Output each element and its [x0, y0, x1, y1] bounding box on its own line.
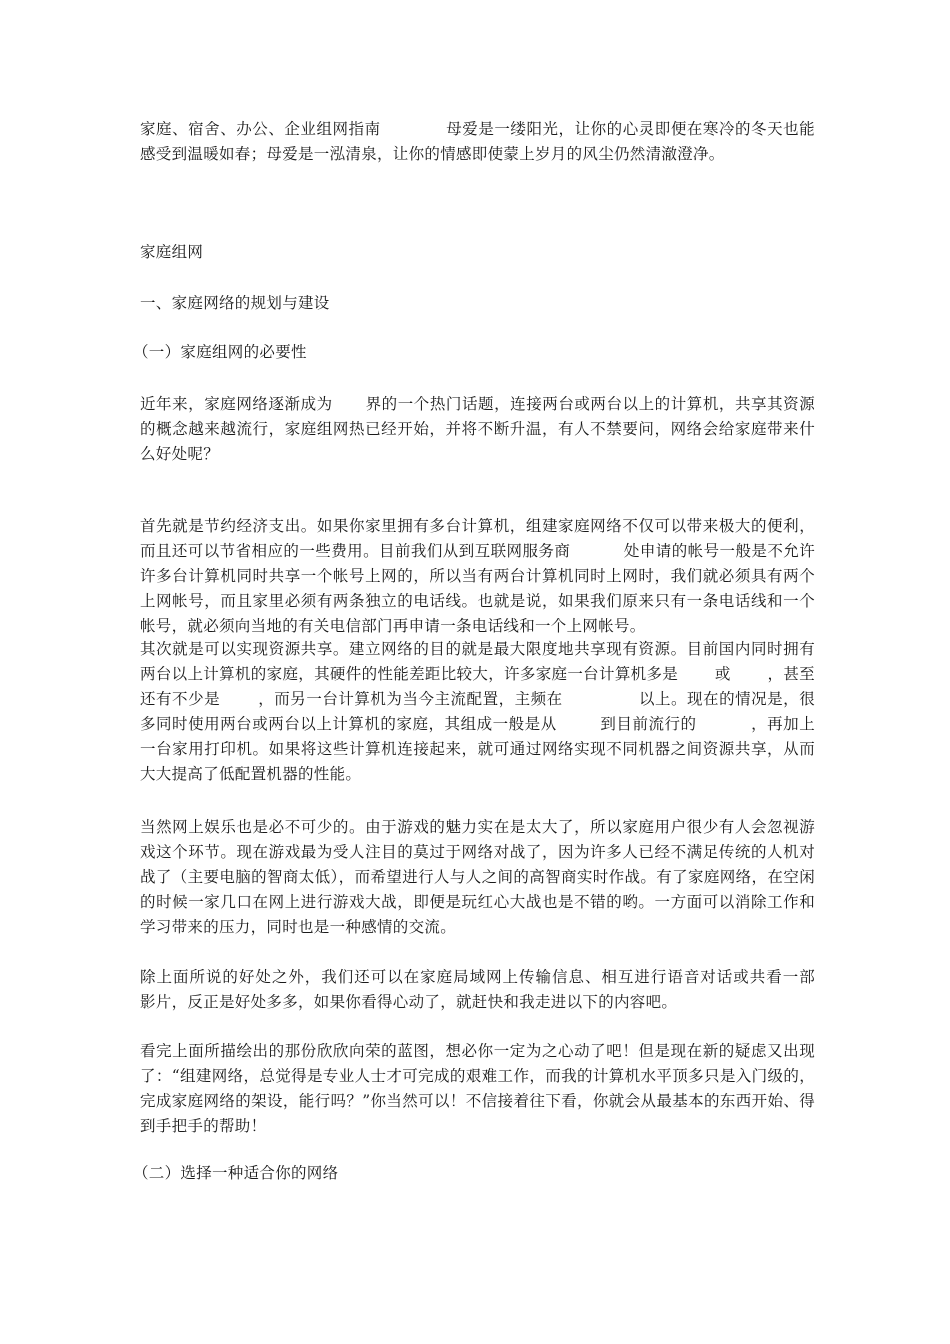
paragraph-entertainment: 当然网上娱乐也是必不可少的。由于游戏的魅力实在是太大了，所以家庭用户很少有人会忽视游戏这个环节。现在游戏最为受人注目的莫过于网络对战了，因为许多人已经不满足传统的人机对战了（主要电脑的智商太低），而希望进行人与人之间的高智商实时作战。有了家庭网络，在空闲的时候一家几口在网上进行游戏大战，即便是玩红心大战也是不错的哟。一方面可以消除工作和学习带来的压力，同时也是一种感情的交流。	[140, 818, 815, 936]
paragraph-other-benefits: 除上面所说的好处之外，我们还可以在家庭局域网上传输信息、相互进行语音对话或共看一部 影片，反正是好处多多，如果你看得心动了，就赶快和我走进以下的内容吧。	[140, 968, 857, 1011]
subsection-heading-necessity: （一）家庭组网的必要性	[133, 343, 307, 361]
chapter-title: 一、家庭网络的规划与建设	[140, 294, 330, 312]
paragraph-resource-sharing: 其次就是可以实现资源共享。建立网络的目的就是最大限度地共享现有资源。目前国内同时拥有两台以上计算机的家庭，其硬件的性能差距比较大，许多家庭一台计算机多是 或 ，甚至还有不少是 ，而另一台计算机为当今主流配置，主频在 以上。现在的情况是，很多同时使用两台或两台以上计算机的家庭，其组成一般是从 到目前流行的 ，再加上一台家用打印机。如果将这些计算机连接起来，就可通过网络实现不同机器之间资源共享，从而大大提高了低配置机器的性能。	[140, 640, 815, 783]
intro-paragraph: 家庭、宿舍、办公、企业组网指南 母爱是一缕阳光，让你的心灵即便在寒冷的冬天也能感受到温暖如春；母爱是一泓清泉，让你的情感即使蒙上岁月的风尘仍然清澈澄净。	[140, 120, 815, 163]
paragraph-save-cost: 首先就是节约经济支出。如果你家里拥有多台计算机，组建家庭网络不仅可以带来极大的便利，而且还可以节省相应的一些费用。目前我们从到互联网服务商 处申请的帐号一般是不允许许多台计算机同时共享一个帐号上网的，所以当有两台计算机同时上网时，我们就必须具有两个上网帐号，而且家里必须有两条独立的电话线。也就是说，如果我们原来只有一条电话线和一个帐号，就必须向当地的有关电信部门再申请一条电话线和一个上网帐号。	[140, 517, 815, 635]
subsection-heading-choose-network: （二）选择一种适合你的网络	[133, 1164, 339, 1182]
paragraph-intro-home-network: 近年来，家庭网络逐渐成为 界的一个热门话题，连接两台或两台以上的计算机，共享其资源的概念越来越流行，家庭组网热已经开始，并将不断升温，有人不禁要问，网络会给家庭带来什么好处呢？	[140, 395, 815, 463]
paragraph-encouragement: 看完上面所描绘出的那份欣欣向荣的蓝图，想必你一定为之心动了吧！但是现在新的疑虑又出现了：“组建网络，总觉得是专业人士才可完成的艰难工作，而我的计算机水平顶多只是入门级的，完成家庭网络的架设，能行吗？”你当然可以！不信接着往下看，你就会从最基本的东西开始、得到手把手的帮助！	[140, 1042, 815, 1135]
section-title: 家庭组网	[140, 243, 204, 261]
